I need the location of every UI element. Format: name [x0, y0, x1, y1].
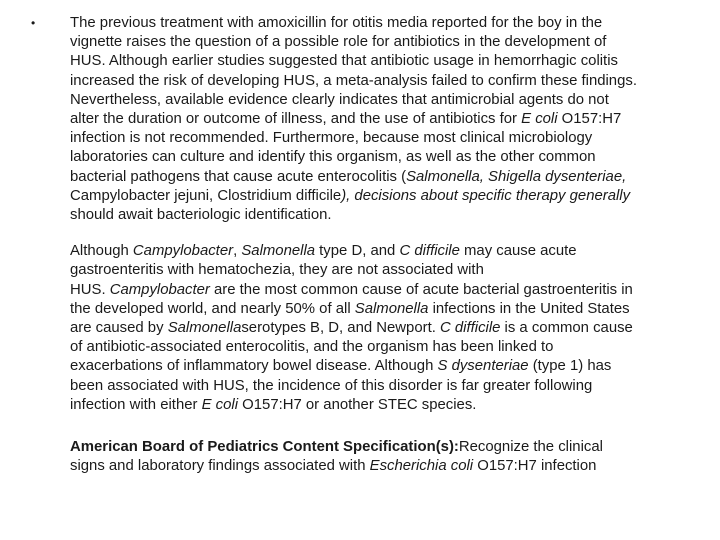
italic-term: Salmonella: [354, 300, 429, 317]
text-segment: infection is not recommended. Furthermore, because most clinical microbiology: [70, 130, 593, 147]
text-segment: of antibiotic-associated enterocolitis, and the organism has been linked to: [70, 339, 554, 356]
italic-term: S dysenteriae: [437, 358, 529, 375]
text-segment: gastroenteritis with hematochezia, they are not associated with: [70, 262, 484, 279]
text-line: [70, 72, 690, 91]
italic-term: C difficile: [399, 243, 460, 260]
text-line: [70, 14, 690, 33]
text-line: [70, 300, 690, 319]
text-line: [70, 206, 690, 225]
italic-term: Salmonella: [167, 320, 242, 337]
text-segment: should await bacteriologic identification.: [70, 207, 332, 224]
text-segment: bacterial pathogens that cause acute enterocolitis (: [70, 168, 407, 185]
italic-term: E coli: [521, 111, 558, 128]
text-segment: increased the risk of developing HUS, a meta-analysis failed to confirm these findings.: [70, 72, 637, 89]
text-segment: ,: [233, 243, 242, 260]
text-line: [70, 148, 690, 167]
paragraph-antibiotics: [70, 14, 690, 225]
text-line: [70, 52, 690, 71]
text-line: [70, 396, 690, 415]
text-segment: O157:H7: [557, 111, 622, 128]
text-line: [70, 110, 690, 129]
text-line: [70, 281, 690, 300]
text-line: [70, 377, 690, 396]
spec-line: [70, 438, 690, 457]
text-segment: is a common cause: [500, 320, 633, 337]
spec-text: Recognize the clinical: [458, 439, 603, 456]
text-line: [70, 319, 690, 338]
paragraph-other-pathogens: [70, 242, 690, 415]
text-segment: O157:H7 or another STEC species.: [238, 396, 477, 413]
content-body: [70, 14, 690, 476]
text-segment: HUS.: [70, 281, 110, 298]
text-segment: laboratories can culture and identify this organism, as well as the other common: [70, 149, 596, 166]
text-segment: The previous treatment with amoxicillin for otitis media reported for the boy in the: [70, 15, 603, 31]
text-line: [70, 91, 690, 110]
text-segment: type D, and: [315, 243, 400, 260]
italic-term: Salmonella, Shigella dysenteriae,: [406, 168, 627, 185]
spec-text: signs and laboratory findings associated with: [70, 458, 370, 475]
text-segment: been associated with HUS, the incidence of this disorder is far greater following: [70, 377, 593, 394]
text-line: [70, 33, 690, 52]
text-segment: HUS. Although earlier studies suggested that antibiotic usage in hemorrhagic colitis: [70, 53, 618, 70]
text-segment: are the most common cause of acute bacterial gastroenteritis in: [209, 281, 633, 298]
text-segment: infections in the United States: [428, 300, 630, 317]
text-segment: the developed world, and nearly 50% of all: [70, 300, 355, 317]
text-segment: Although: [70, 243, 133, 260]
italic-term: Campylobacter: [109, 281, 210, 298]
text-segment: alter the duration or outcome of illness, and the use of antibiotics for: [70, 111, 522, 128]
text-segment: infection with either: [70, 396, 202, 413]
italic-term: C difficile: [440, 320, 501, 337]
text-segment: exacerbations of inflammatory bowel disease. Although: [70, 358, 438, 375]
italic-term: Salmonella: [241, 243, 316, 260]
spec-line: [70, 457, 690, 476]
text-segment: Nevertheless, available evidence clearly indicates that antimicrobial agents do not: [70, 91, 609, 108]
spec-heading: American Board of Pediatrics Content Specification(s):: [70, 439, 459, 456]
text-line: [70, 242, 690, 261]
text-segment: vignette raises the question of a possible role for antibiotics in the development of: [70, 34, 607, 51]
text-line: [70, 338, 690, 357]
content-specification: [70, 438, 690, 476]
italic-term: E coli: [201, 396, 239, 413]
text-line: [70, 187, 690, 206]
text-segment: serotypes B, D, and Newport.: [241, 320, 440, 337]
spec-text: O157:H7 infection: [473, 458, 597, 475]
text-segment: are caused by: [70, 320, 168, 337]
text-line: [70, 357, 690, 376]
text-segment: (type 1) has: [528, 358, 612, 375]
italic-term: Campylobacter: [132, 243, 234, 260]
text-segment: may cause acute: [459, 243, 577, 260]
text-segment: Campylobacter jejuni, Clostridium difficile: [70, 187, 342, 204]
text-line: [70, 261, 690, 280]
text-line: [70, 129, 690, 148]
organism-name: Escherichia coli: [369, 458, 474, 475]
text-line: [70, 168, 690, 187]
italic-term: ), decisions about specific therapy generally: [341, 187, 631, 204]
bullet-marker: •: [31, 16, 36, 30]
